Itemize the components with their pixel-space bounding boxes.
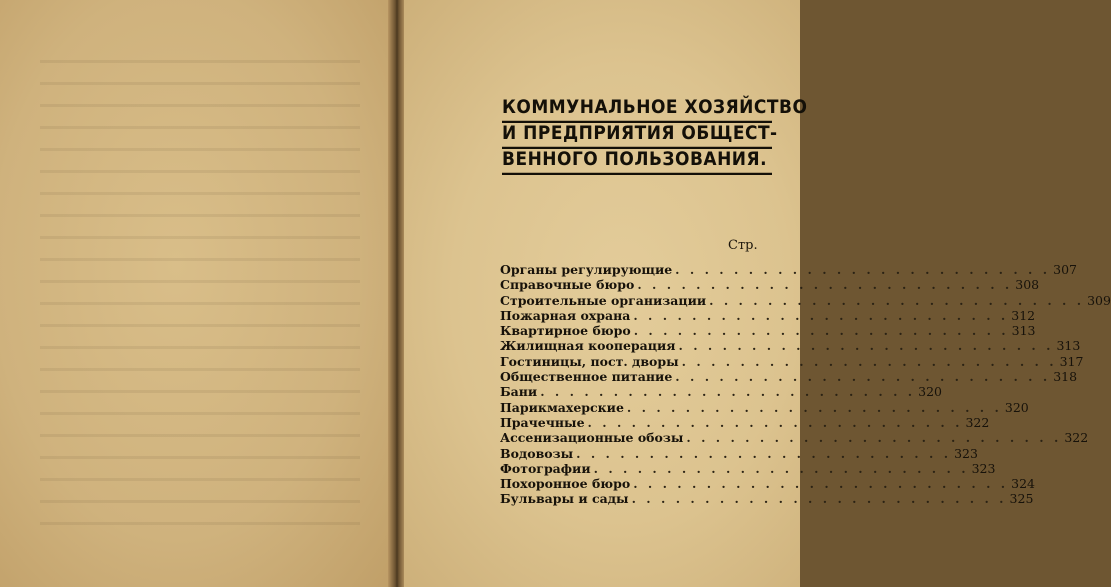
toc-entry (500, 460, 996, 476)
toc-dot-leader: . . . . . . . . . . . . . . . . . . . . . . . . . . (593, 460, 969, 476)
toc-entry (500, 323, 1036, 339)
toc-entry-title: Гостиницы, пост. дворы (500, 353, 679, 369)
toc-dot-leader: . . . . . . . . . . . . . . . . . . . . . . . . . . (675, 369, 1051, 385)
toc-entry-title: Справочные бюро (500, 277, 635, 293)
toc-entry (500, 277, 1040, 293)
toc-dot-leader: . . . . . . . . . . . . . . . . . . . . . . . . . . (587, 414, 963, 430)
page-column-label: Стр. (728, 238, 758, 253)
section-heading (502, 96, 808, 175)
toc-entry-title: Водовозы (500, 445, 574, 461)
toc-entry (500, 262, 1077, 277)
toc-dot-leader: . . . . . . . . . . . . . . . . . . . . . . . . . . (631, 491, 1007, 507)
toc-entry-page: 308 (1015, 277, 1040, 293)
toc-dot-leader: . . . . . . . . . . . . . . . . . . . . . . . . . . (576, 445, 952, 461)
toc-entry-page: 307 (1053, 262, 1077, 277)
toc-entry (500, 414, 990, 430)
toc-entry (500, 292, 1111, 308)
right-page (404, 0, 1111, 587)
toc-dot-leader: . . . . . . . . . . . . . . . . . . . . . . . . . . (633, 323, 1009, 339)
toc-entry (500, 491, 1034, 507)
toc-entry-page: 320 (918, 384, 943, 400)
toc-entry-title: Пожарная охрана (500, 307, 631, 323)
heading-line-2: И ПРЕДПРИЯТИЯ ОБЩЕСТ- (502, 120, 772, 149)
toc-entry (500, 369, 1078, 385)
toc-entry-title: Органы регулирующие (500, 262, 673, 277)
toc-entry (500, 476, 1035, 492)
bleed-through-texture (40, 60, 360, 530)
toc-entry-page: 323 (954, 445, 978, 461)
toc-entry-page: 309 (1087, 292, 1111, 308)
toc-entry-title: Жилищная кооперация (500, 338, 676, 354)
toc-entry (500, 430, 1089, 446)
toc-entry-page: 313 (1011, 323, 1036, 339)
toc-entry-page: 322 (965, 414, 990, 430)
toc-dot-leader: . . . . . . . . . . . . . . . . . . . . . . . . . . (626, 399, 1002, 415)
toc-entry-page: 318 (1053, 369, 1078, 385)
toc-entry-title: Похоронное бюро (500, 476, 631, 492)
toc-entry (500, 353, 1084, 369)
toc-entry-title: Ассенизационные обозы (500, 430, 684, 446)
toc-dot-leader: . . . . . . . . . . . . . . . . . . . . . . . . . . (686, 430, 1062, 446)
toc-entry-page: 317 (1059, 353, 1084, 369)
toc-dot-leader: . . . . . . . . . . . . . . . . . . . . . . . . . . (637, 277, 1013, 293)
toc-entry-title: Прачечные (500, 414, 585, 430)
toc-entry-title: Общественное питание (500, 369, 673, 385)
heading-line-3: ВЕННОГО ПОЛЬЗОВАНИЯ. (502, 146, 772, 175)
toc-entry-page: 324 (1011, 476, 1035, 492)
toc-entry-page: 322 (1064, 430, 1089, 446)
left-page (0, 0, 392, 587)
toc-entry (500, 307, 1036, 323)
toc-dot-leader: . . . . . . . . . . . . . . . . . . . . . . . . . . (633, 476, 1009, 492)
toc-dot-leader: . . . . . . . . . . . . . . . . . . . . . . . . . . (709, 292, 1085, 308)
toc-dot-leader: . . . . . . . . . . . . . . . . . . . . . . . . . . (681, 353, 1057, 369)
toc-entry-title: Бани (500, 384, 538, 400)
heading-line-1: КОММУНАЛЬНОЕ ХОЗЯЙСТВО (502, 94, 772, 123)
toc-dot-leader: . . . . . . . . . . . . . . . . . . . . . . . . . . (678, 338, 1054, 354)
toc-entry-page: 323 (971, 460, 996, 476)
table-of-contents (500, 262, 1111, 507)
toc-entry-page: 325 (1009, 491, 1034, 507)
toc-entry (500, 445, 978, 461)
toc-entry-title: Квартирное бюро (500, 323, 631, 339)
toc-entry-page: 320 (1004, 399, 1029, 415)
toc-dot-leader: . . . . . . . . . . . . . . . . . . . . . . . . . . (675, 262, 1051, 277)
toc-entry (500, 384, 943, 400)
toc-entry-title: Парикмахерские (500, 399, 624, 415)
toc-entry (500, 338, 1081, 354)
toc-entry (500, 399, 1029, 415)
toc-entry-page: 312 (1011, 307, 1036, 323)
toc-entry-title: Строительные организации (500, 292, 707, 308)
toc-dot-leader: . . . . . . . . . . . . . . . . . . . . . . . . . . (540, 384, 916, 400)
toc-entry-page: 313 (1056, 338, 1081, 354)
toc-entry-title: Фотографии (500, 460, 591, 476)
toc-entry-title: Бульвары и сады (500, 491, 629, 507)
toc-dot-leader: . . . . . . . . . . . . . . . . . . . . . . . . . . (633, 307, 1009, 323)
